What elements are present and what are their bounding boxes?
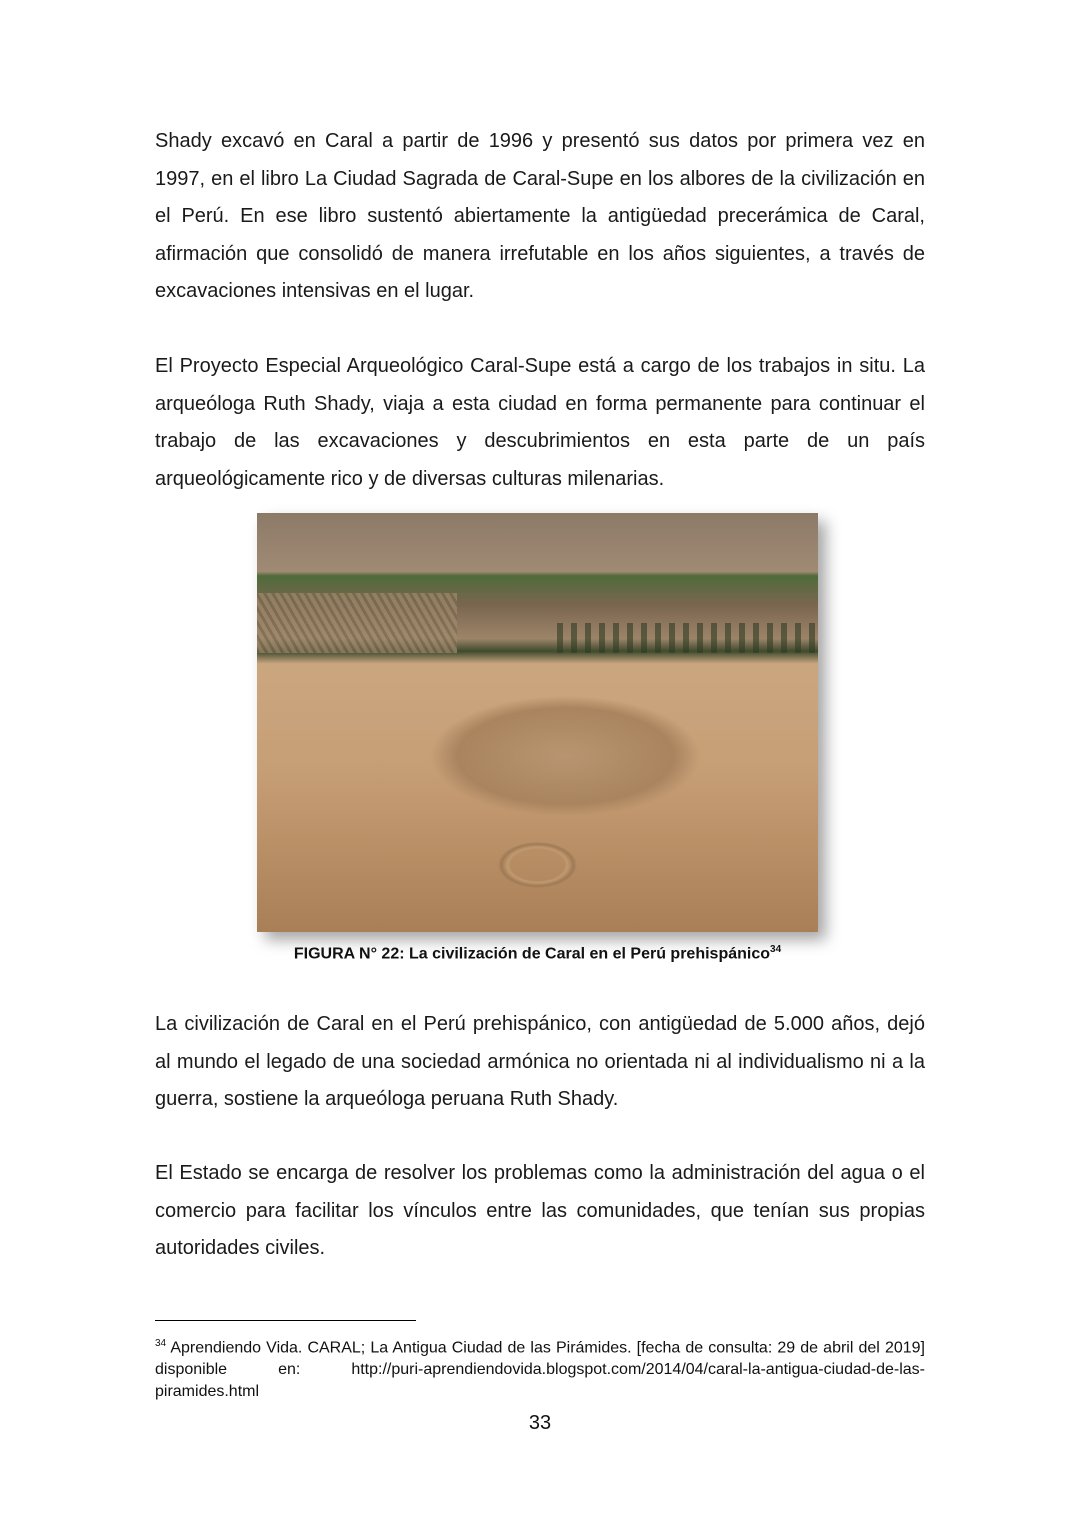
- paragraph-4: El Estado se encarga de resolver los problemas como la administración del agua o el comercio para facilitar los vínculos entre las comunidades, que tenían sus propias autoridades civiles.: [155, 1162, 925, 1259]
- field-rows-decor: [257, 593, 457, 653]
- figure-footnote-ref: 34: [770, 944, 782, 955]
- footnote: [155, 1333, 925, 1403]
- footnote-separator: [155, 1320, 416, 1321]
- figure-image-caral-aerial: [257, 513, 818, 932]
- figure-caption: [257, 944, 818, 963]
- paragraph-1: Shady excavó en Caral a partir de 1996 y presentó sus datos por primera vez en 1997, en el libro La Ciudad Sagrada de Caral-Supe en los albores de la civilización en el Perú. En ese libro sustentó abiertamente la antigüedad precerámica de Caral, afirmación que consolidó de manera irrefutable en los años siguientes, a través de excavaciones intensivas en el lugar.: [155, 130, 925, 302]
- footnote-text: Aprendiendo Vida. CARAL; La Antigua Ciudad de las Pirámides. [fecha de consulta: 29 de abril del 2019] disponible en: http://puri-aprendiendovida.blogspot.com/2014/04/caral-la-antigua-ciudad-de-las-piramides.html: [155, 1339, 925, 1401]
- tree-line-decor: [557, 623, 818, 653]
- footnote-number: 34: [155, 1338, 167, 1349]
- figure-caption-text: FIGURA N° 22: La civilización de Caral en el Perú prehispánico: [293, 945, 771, 963]
- paragraph-3: La civilización de Caral en el Perú prehispánico, con antigüedad de 5.000 años, dejó al mundo el legado de una sociedad armónica no orientada ni al individualismo ni a la guerra, sostiene la arqueóloga peruana Ruth Shady.: [155, 1013, 925, 1110]
- paragraph-2: El Proyecto Especial Arqueológico Caral-Supe está a cargo de los trabajos in situ. La arqueóloga Ruth Shady, viaja a esta ciudad en forma permanente para continuar el trabajo de las excavaciones y descubrimientos en esta parte de un país arqueológicamente rico y de diversas culturas milenarias.: [155, 355, 925, 490]
- page-number: 33: [528, 1412, 552, 1434]
